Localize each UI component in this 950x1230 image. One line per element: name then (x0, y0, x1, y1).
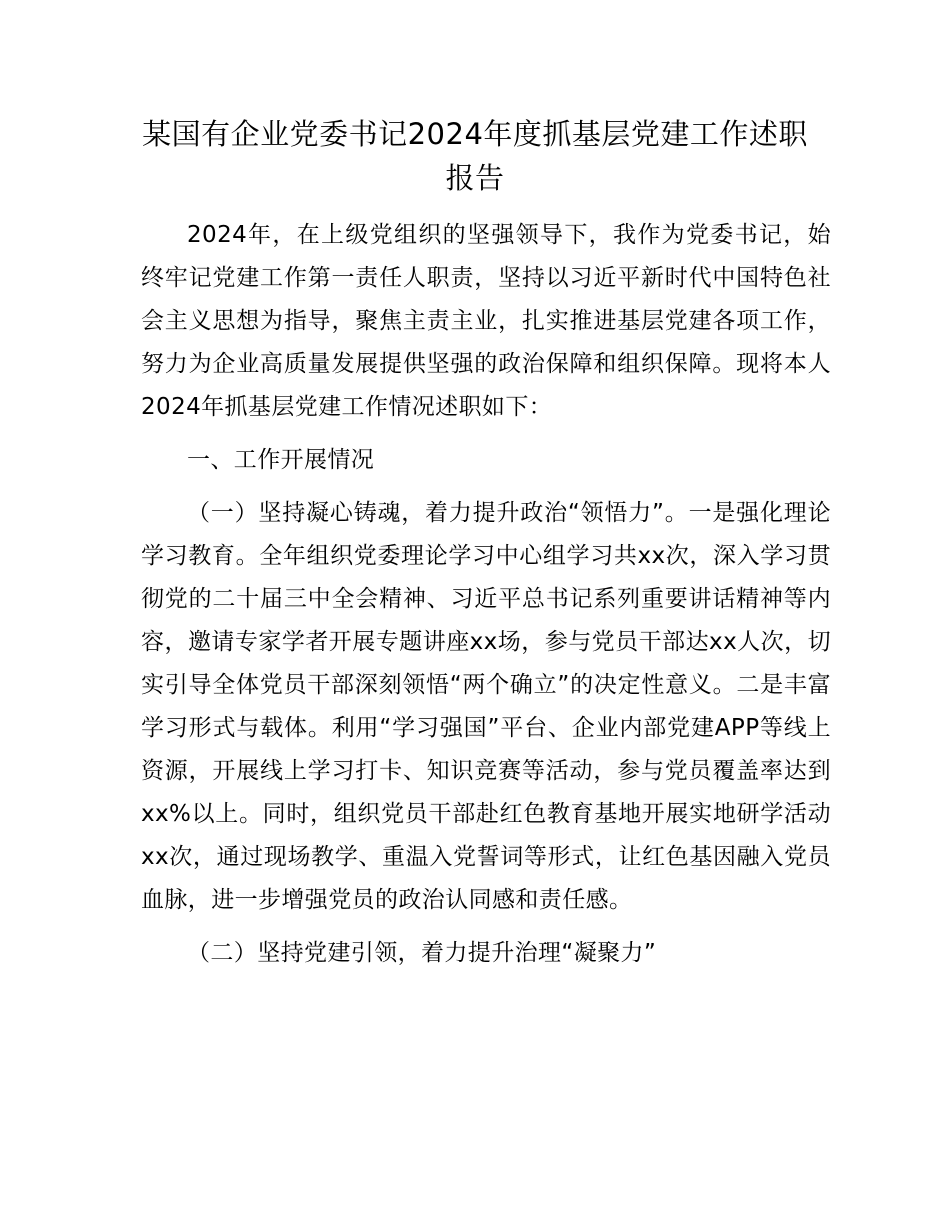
item-two-heading: （二）坚持党建引领，着力提升治理“凝聚力” (187, 940, 657, 966)
paragraph-gap (141, 482, 831, 492)
document-title: 某国有企业党委书记2024年度抓基层党建工作述职报告 (142, 117, 808, 195)
document-body (141, 214, 831, 975)
item-one-paragraph: （一）坚持凝心铸魂，着力提升政治“领悟力”。一是强化理论学习教育。全年组织党委理论学习中心组学习共xx次，深入学习贯彻党的二十届三中全会精神、习近平总书记系列重要讲话精神等内容，邀请专家学者开展专题讲座xx场，参与党员干部达xx人次，切实引导全体党员干部深刻领悟“两个确立”的决定性意义。二是丰富学习形式与载体。利用“学习强国”平台、企业内部党建APP等线上资源，开展线上学习打卡、知识竞赛等活动，参与党员覆盖率达到xx%以上。同时，组织党员干部赴红色教育基地开展实地研学活动xx次，通过现场教学、重温入党誓词等形式，让红色基因融入党员血脉，进一步增强党员的政治认同感和责任感。 (141, 500, 831, 913)
intro-paragraph: 2024年，在上级党组织的坚强领导下，我作为党委书记，始终牢记党建工作第一责任人职责，坚持以习近平新时代中国特色社会主义思想为指导，聚焦主责主业，扎实推进基层党建各项工作，努力为企业高质量发展提供坚强的政治保障和组织保障。现将本人2024年抓基层党建工作情况述职如下： (141, 222, 831, 420)
section-heading: 一、工作开展情况 (187, 447, 375, 473)
paragraph-gap (141, 429, 831, 439)
paragraph-gap (141, 922, 831, 932)
